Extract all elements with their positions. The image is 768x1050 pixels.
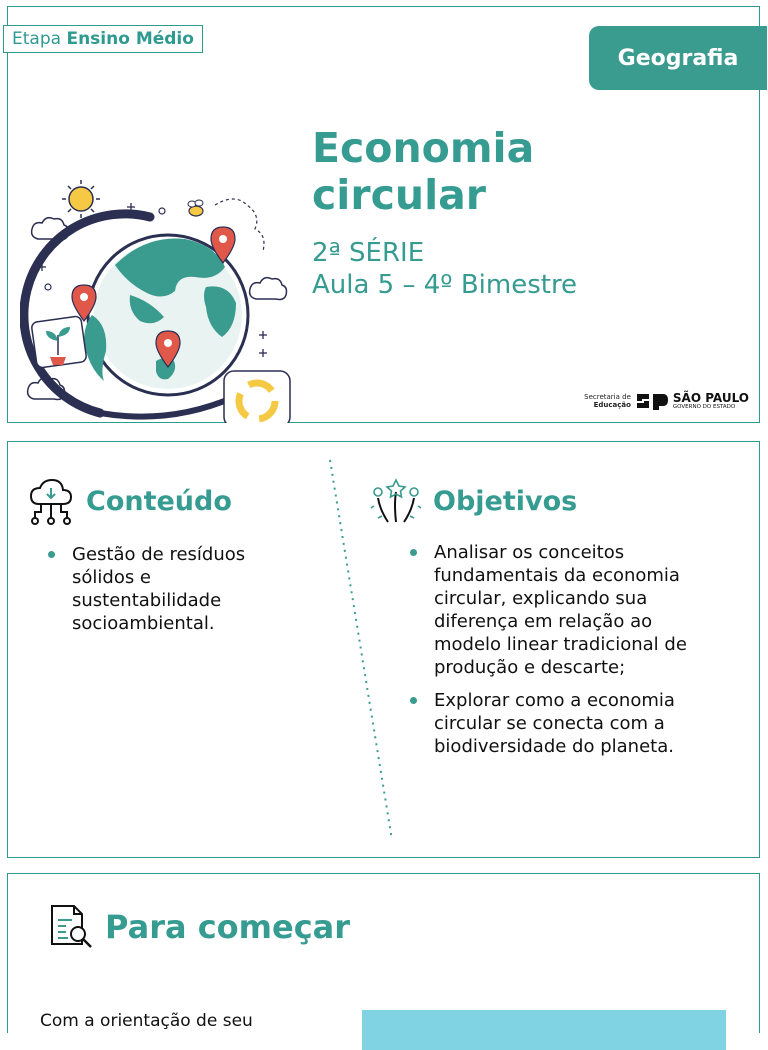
list-item: Explorar como a economia circular se conecta com a biodiversidade do planeta. — [408, 689, 718, 758]
logo-sao-paulo: SÃO PAULO — [672, 390, 749, 405]
etapa-level: Ensino Médio — [66, 29, 194, 49]
title-slide — [7, 6, 760, 423]
document-search-icon — [48, 902, 96, 950]
fireworks-icon — [370, 476, 422, 528]
lesson-number: Aula 5 – 4º Bimestre — [312, 270, 578, 300]
content-objectives-slide — [7, 441, 760, 858]
conteudo-list — [46, 543, 286, 645]
list-item: Analisar os conceitos fundamentais da economia circular, explicando sua diferença em relação ao modelo linear tradicional de produção e descarte; — [408, 541, 718, 679]
logo-secretaria: Secretaria de — [584, 393, 631, 401]
para-comecar-heading: Para começar — [105, 908, 351, 946]
plant-icon — [31, 316, 87, 369]
logo-educacao: Educação — [593, 401, 631, 409]
logo-governo: GOVERNO DO ESTADO — [672, 403, 736, 410]
etapa-prefix: Etapa — [12, 29, 62, 49]
grade-label: 2ª SÉRIE — [312, 238, 425, 268]
bee-icon — [188, 200, 203, 216]
getting-started-slide — [7, 873, 760, 1033]
objetivos-heading: Objetivos — [433, 486, 578, 517]
cloud-icon — [250, 278, 287, 300]
objetivos-list — [408, 541, 718, 768]
cloud-network-icon — [29, 478, 73, 526]
conteudo-heading: Conteúdo — [86, 486, 232, 517]
etapa-label — [3, 25, 203, 53]
activity-box — [362, 1010, 726, 1050]
sao-paulo-logo — [584, 392, 749, 410]
globe-illustration — [20, 175, 310, 423]
lesson-title: Economia circular — [312, 124, 535, 219]
intro-paragraph: Com a orientação de seu — [40, 1011, 253, 1031]
subject-tag-label: Geografia — [617, 45, 739, 71]
recycle-icon — [224, 371, 290, 423]
subject-tag — [589, 26, 767, 90]
sun-icon — [62, 180, 100, 218]
list-item: Gestão de resíduos sólidos e sustentabilidade socioambiental. — [46, 543, 286, 635]
sp-mark-icon — [635, 392, 669, 410]
